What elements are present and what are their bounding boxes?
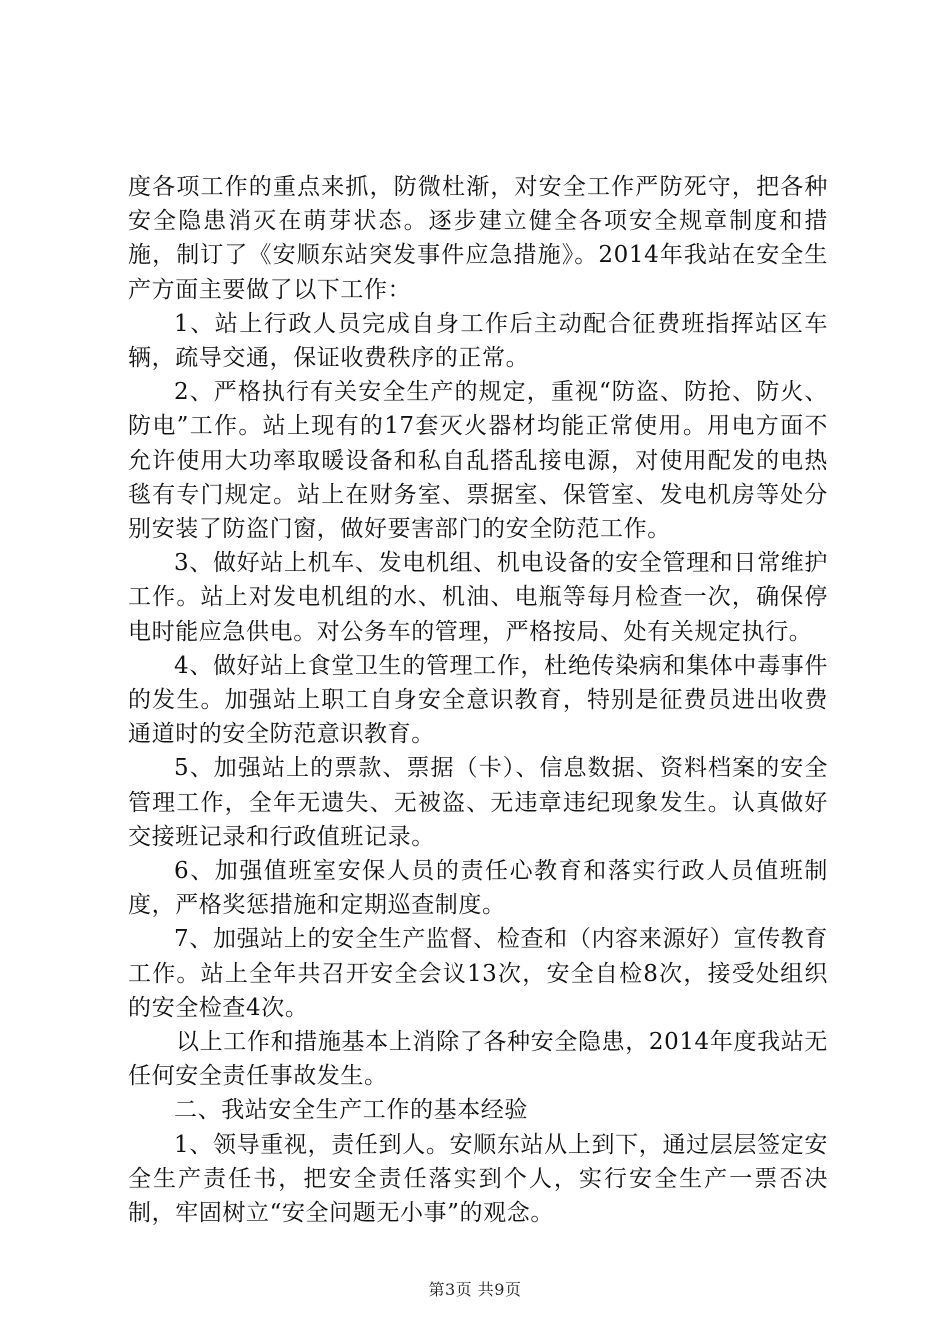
paragraph-summary: 以上工作和措施基本上消除了各种安全隐患，2014年度我站无任何安全责任事故发生。 bbox=[128, 1029, 828, 1090]
paragraph-item-5: 5、加强站上的票款、票据（卡）、信息数据、资料档案的安全管理工作，全年无遗失、无被盗、无违章违纪现象发生。认真做好交接班记录和行政值班记录。 bbox=[128, 755, 828, 850]
paragraph-item-4: 4、做好站上食堂卫生的管理工作，杜绝传染病和集体中毒事件的发生。加强站上职工自身安全意识教育，特别是征费员进出收费通道时的安全防范意识教育。 bbox=[128, 652, 828, 748]
page-number-footer: 第3页 共9页 bbox=[428, 1280, 522, 1299]
paragraph-item-3: 3、做好站上机车、发电机组、机电设备的安全管理和日常维护工作。站上对发电机组的水、机油、电瓶等每月检查一次，确保停电时能应急供电。对公务车的管理，严格按局、处有关规定执行。 bbox=[128, 550, 828, 645]
paragraph-item-6: 6、加强值班室安保人员的责任心教育和落实行政人员值班制度，严格奖惩措施和定期巡查制度。 bbox=[128, 858, 828, 919]
paragraph-item-2: 2、严格执行有关安全生产的规定，重视“防盗、防抢、防火、防电”工作。站上现有的17套灭火器材均能正常使用。用电方面不允许使用大功率取暖设备和私自乱搭乱接电源，对使用配发的电热毯有专门规定。站上在财务室、票据室、保管室、发电机房等处分别安装了防盗门窗，做好要害部门的安全防范工作。 bbox=[128, 379, 828, 543]
paragraph-intro-continuation: 度各项工作的重点来抓，防微杜渐，对安全工作严防死守，把各种安全隐患消灭在萌芽状态。逐步建立健全各项安全规章制度和措施，制订了《安顺东站突发事件应急措施》。2014年我站在安全生产方面主要做了以下工作： bbox=[128, 174, 828, 303]
paragraph-experience-1: 1、领导重视，责任到人。安顺东站从上到下，通过层层签定安全生产责任书，把安全责任落实到个人，实行安全生产一票否决制，牢固树立“安全问题无小事”的观念。 bbox=[128, 1131, 828, 1227]
paragraph-item-1: 1、站上行政人员完成自身工作后主动配合征费班指挥站区车辆，疏导交通，保证收费秩序的正常。 bbox=[128, 310, 828, 372]
document-body bbox=[128, 170, 828, 1230]
paragraph-item-7: 7、加强站上的安全生产监督、检查和（内容来源好）宣传教育工作。站上全年共召开安全会议13次，安全自检8次，接受处组织的安全检查4次。 bbox=[128, 926, 828, 1021]
section-heading-experience: 二、我站安全生产工作的基本经验 bbox=[174, 1097, 528, 1124]
